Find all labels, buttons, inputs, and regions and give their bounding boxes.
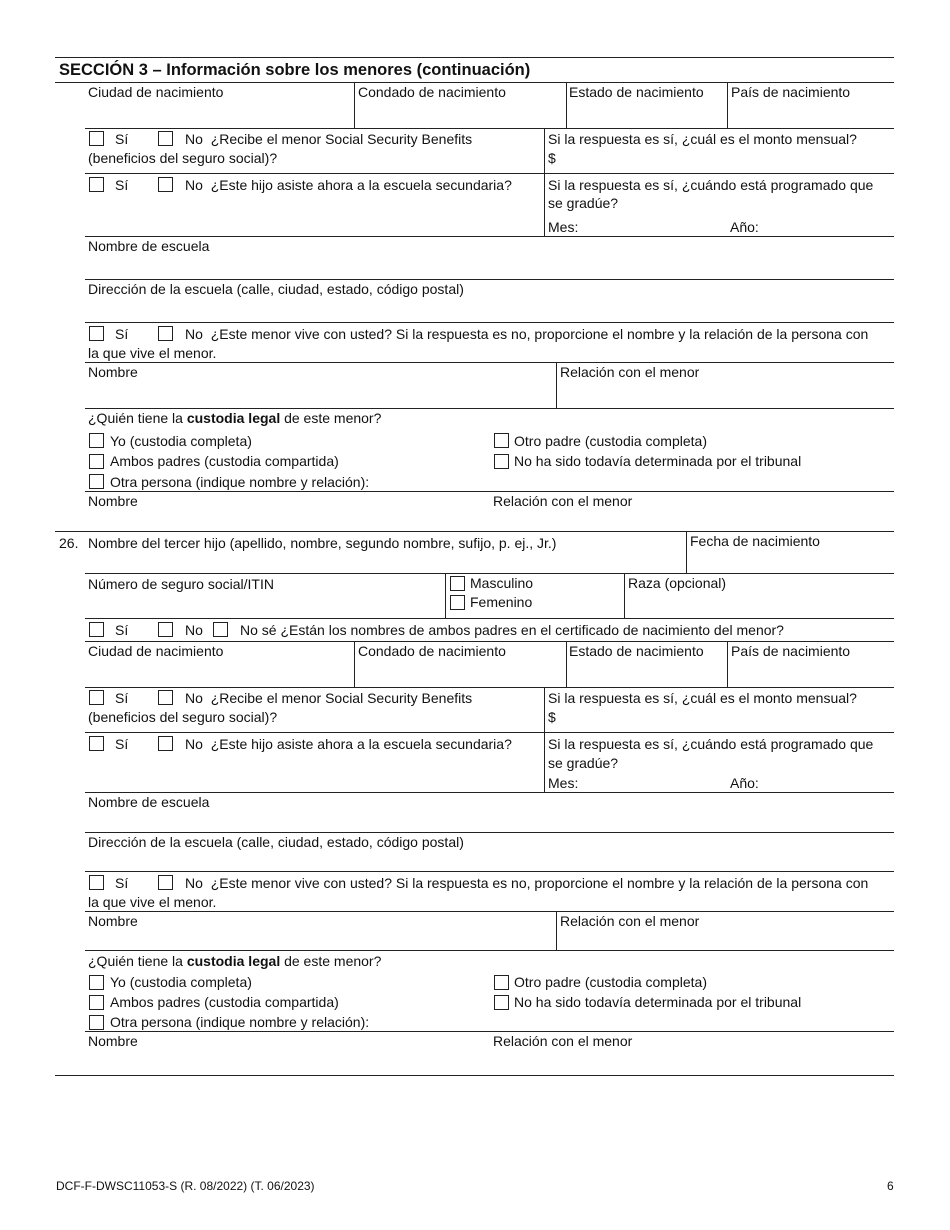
lives-yes-checkbox[interactable] bbox=[89, 326, 104, 341]
ss-no-label: No bbox=[185, 131, 203, 147]
form-id: DCF-F-DWSC11053-S (R. 08/2022) (T. 06/2023) bbox=[56, 1179, 315, 1193]
child26-lives-no-label: No bbox=[185, 875, 203, 891]
child26-ss-dollar-sign: $ bbox=[548, 709, 556, 725]
section-top-rule bbox=[55, 57, 894, 58]
grad-year-label: Año: bbox=[730, 219, 759, 235]
rule bbox=[85, 732, 894, 733]
child26-school-no-label: No bbox=[185, 736, 203, 752]
rule bbox=[566, 82, 567, 128]
child26-grad-question: Si la respuesta es sí, ¿cuándo está programado que bbox=[548, 736, 874, 752]
rule bbox=[727, 82, 728, 128]
child26-dob-label: Fecha de nacimiento bbox=[690, 533, 820, 549]
child26-lives-no-checkbox[interactable] bbox=[158, 875, 173, 890]
child26-custody-relation-label: Relación con el menor bbox=[493, 1033, 633, 1049]
child26-grad-year-label: Año: bbox=[730, 775, 759, 791]
child26-grad-question-cont: se gradúe? bbox=[548, 755, 619, 771]
grad-question-cont: se gradúe? bbox=[548, 195, 619, 211]
child26-top-rule bbox=[55, 531, 894, 532]
child26-ss-question bbox=[185, 690, 472, 707]
birth-state-label: Estado de nacimiento bbox=[569, 84, 704, 100]
child26-grad-month-label: Mes: bbox=[548, 775, 579, 791]
rule bbox=[544, 687, 545, 792]
child26-custody-prefix: ¿Quién tiene la bbox=[88, 953, 187, 969]
lives-no-checkbox[interactable] bbox=[158, 326, 173, 341]
school-no-label: No bbox=[185, 177, 203, 193]
ss-dollar-sign: $ bbox=[548, 150, 556, 166]
rule bbox=[556, 362, 557, 408]
child26-school-no-checkbox[interactable] bbox=[158, 736, 173, 751]
page-number: 6 bbox=[887, 1179, 894, 1193]
custody-other-person-checkbox[interactable] bbox=[89, 474, 104, 489]
rule bbox=[544, 128, 545, 236]
rule bbox=[445, 573, 446, 618]
custody-both-label: Ambos padres (custodia compartida) bbox=[110, 453, 339, 469]
rule bbox=[85, 911, 894, 912]
section-title: SECCIÓN 3 – Información sobre los menores (continuación) bbox=[59, 61, 531, 79]
custody-undetermined-label: No ha sido todavía determinada por el tribunal bbox=[514, 453, 802, 469]
custody-relation-label: Relación con el menor bbox=[493, 493, 633, 509]
rule bbox=[85, 491, 894, 492]
child26-custody-suffix: de este menor? bbox=[280, 953, 382, 969]
rule bbox=[85, 279, 894, 280]
birth-county-label: Condado de nacimiento bbox=[358, 84, 506, 100]
child26-ss-yes-label: Sí bbox=[115, 690, 129, 706]
ss-question-text: ¿Recibe el menor Social Security Benefits bbox=[210, 131, 473, 147]
school-name-label: Nombre de escuela bbox=[88, 238, 210, 254]
rule bbox=[556, 911, 557, 950]
lives-question bbox=[185, 326, 868, 343]
child26-lives-question-text: ¿Este menor vive con usted? Si la respuesta es no, proporcione el nombre y la relación de la persona con bbox=[210, 875, 869, 891]
lives-no-label: No bbox=[185, 326, 203, 342]
child26-birth-city-label: Ciudad de nacimiento bbox=[88, 643, 224, 659]
rule bbox=[85, 573, 894, 574]
child26-birth-county-label: Condado de nacimiento bbox=[358, 643, 506, 659]
custody-other-parent-label: Otro padre (custodia completa) bbox=[514, 433, 707, 449]
child26-custody-me-label: Yo (custodia completa) bbox=[110, 974, 252, 990]
child26-custody-me-checkbox[interactable] bbox=[89, 975, 104, 990]
grad-month-label: Mes: bbox=[548, 219, 579, 235]
child26-female-checkbox[interactable] bbox=[450, 595, 465, 610]
ss-no-checkbox[interactable] bbox=[158, 131, 173, 146]
child26-female-label: Femenino bbox=[470, 594, 533, 610]
child26-ss-yes-checkbox[interactable] bbox=[89, 690, 104, 705]
child26-parents-dontknow-label: No sé bbox=[240, 622, 277, 638]
school-no-checkbox[interactable] bbox=[158, 177, 173, 192]
school-yes-checkbox[interactable] bbox=[89, 177, 104, 192]
child26-name-label: Nombre del tercer hijo (apellido, nombre, segundo nombre, sufijo, p. ej., Jr.) bbox=[88, 535, 557, 551]
ss-question-cont: (beneficios del seguro social)? bbox=[88, 150, 278, 166]
rule bbox=[727, 641, 728, 687]
school-address-label: Dirección de la escuela (calle, ciudad, estado, código postal) bbox=[88, 281, 464, 297]
ss-yes-label: Sí bbox=[115, 131, 129, 147]
school-question-text: ¿Este hijo asiste ahora a la escuela secundaria? bbox=[210, 177, 512, 193]
child26-custody-other-person-checkbox[interactable] bbox=[89, 1015, 104, 1030]
child26-race-label: Raza (opcional) bbox=[628, 575, 727, 591]
rule bbox=[85, 687, 894, 688]
birth-city-label: Ciudad de nacimiento bbox=[88, 84, 224, 100]
child26-parents-no-label: No bbox=[185, 622, 203, 638]
child26-school-question-text: ¿Este hijo asiste ahora a la escuela secundaria? bbox=[210, 736, 512, 752]
rule bbox=[354, 82, 355, 128]
child26-ss-no-label: No bbox=[185, 690, 203, 706]
custody-other-person-label: Otra persona (indique nombre y relación): bbox=[110, 474, 370, 490]
lives-question-text: ¿Este menor vive con usted? Si la respuesta es no, proporcione el nombre y la relación de la persona con bbox=[210, 326, 869, 342]
child26-custody-other-parent-label: Otro padre (custodia completa) bbox=[514, 974, 707, 990]
child26-ss-question-text: ¿Recibe el menor Social Security Benefits bbox=[210, 690, 473, 706]
rule bbox=[85, 173, 894, 174]
ss-amount-label: Si la respuesta es sí, ¿cuál es el monto mensual? bbox=[548, 131, 857, 147]
child26-parents-question-text: ¿Están los nombres de ambos padres en el certificado de nacimiento del menor? bbox=[280, 622, 784, 638]
child26-lives-relation-label: Relación con el menor bbox=[560, 913, 700, 929]
rule bbox=[354, 641, 355, 687]
rule bbox=[85, 832, 894, 833]
custody-question bbox=[88, 410, 381, 427]
rule bbox=[686, 531, 687, 573]
custody-other-parent-checkbox[interactable] bbox=[494, 433, 509, 448]
child26-custody-other-person-label: Otra persona (indique nombre y relación): bbox=[110, 1014, 370, 1030]
custody-me-checkbox[interactable] bbox=[89, 433, 104, 448]
child26-ss-no-checkbox[interactable] bbox=[158, 690, 173, 705]
child26-birth-country-label: País de nacimiento bbox=[731, 643, 851, 659]
rule bbox=[85, 641, 894, 642]
rule bbox=[85, 618, 894, 619]
custody-prefix: ¿Quién tiene la bbox=[88, 410, 187, 426]
rule bbox=[85, 236, 894, 237]
rule bbox=[85, 950, 894, 951]
school-yes-label: Sí bbox=[115, 177, 129, 193]
ss-yes-checkbox[interactable] bbox=[89, 131, 104, 146]
rule bbox=[566, 641, 567, 687]
ss-question bbox=[185, 131, 472, 148]
child26-parents-yes-checkbox[interactable] bbox=[89, 622, 104, 637]
child26-ss-amount-label: Si la respuesta es sí, ¿cuál es el monto mensual? bbox=[548, 690, 857, 706]
child26-parents-yes-label: Sí bbox=[115, 622, 129, 638]
child26-lives-question-cont: la que vive el menor. bbox=[88, 894, 217, 910]
child26-birth-state-label: Estado de nacimiento bbox=[569, 643, 704, 659]
child26-lives-name-label: Nombre bbox=[88, 913, 138, 929]
custody-undetermined-checkbox[interactable] bbox=[494, 454, 509, 469]
child26-parents-question bbox=[240, 622, 784, 639]
child26-custody-both-checkbox[interactable] bbox=[89, 995, 104, 1010]
school-question bbox=[185, 177, 512, 194]
lives-name-label: Nombre bbox=[88, 364, 138, 380]
custody-bold: custodia legal bbox=[186, 410, 281, 426]
child26-lives-yes-checkbox[interactable] bbox=[89, 875, 104, 890]
child26-number: 26. bbox=[59, 535, 79, 551]
child26-parents-no-checkbox[interactable] bbox=[158, 622, 173, 637]
child26-custody-both-label: Ambos padres (custodia compartida) bbox=[110, 994, 339, 1010]
child26-lives-yes-label: Sí bbox=[115, 875, 129, 891]
custody-me-label: Yo (custodia completa) bbox=[110, 433, 252, 449]
section-bottom-rule bbox=[55, 1075, 894, 1076]
child26-school-address-label: Dirección de la escuela (calle, ciudad, estado, código postal) bbox=[88, 834, 464, 850]
child26-ss-question-cont: (beneficios del seguro social)? bbox=[88, 709, 278, 725]
child26-male-label: Masculino bbox=[470, 575, 534, 591]
rule bbox=[85, 408, 894, 409]
child26-parents-dontknow-checkbox[interactable] bbox=[213, 622, 228, 637]
child26-custody-undetermined-checkbox[interactable] bbox=[494, 995, 509, 1010]
rule bbox=[85, 128, 894, 129]
custody-suffix: de este menor? bbox=[280, 410, 382, 426]
child26-lives-question bbox=[185, 875, 868, 892]
child26-school-yes-checkbox[interactable] bbox=[89, 736, 104, 751]
child26-custody-other-parent-checkbox[interactable] bbox=[494, 975, 509, 990]
rule bbox=[85, 871, 894, 872]
custody-name-label: Nombre bbox=[88, 493, 138, 509]
rule bbox=[85, 792, 894, 793]
child26-school-question bbox=[185, 736, 512, 753]
lives-relation-label: Relación con el menor bbox=[560, 364, 700, 380]
child26-custody-undetermined-label: No ha sido todavía determinada por el tribunal bbox=[514, 994, 802, 1010]
grad-question: Si la respuesta es sí, ¿cuándo está programado que bbox=[548, 177, 874, 193]
child26-custody-name-label: Nombre bbox=[88, 1033, 138, 1049]
child26-school-yes-label: Sí bbox=[115, 736, 129, 752]
child26-male-checkbox[interactable] bbox=[450, 576, 465, 591]
rule bbox=[85, 322, 894, 323]
rule bbox=[85, 1031, 894, 1032]
birth-country-label: País de nacimiento bbox=[731, 84, 851, 100]
child26-custody-question bbox=[88, 953, 381, 970]
custody-both-checkbox[interactable] bbox=[89, 454, 104, 469]
rule bbox=[85, 362, 894, 363]
rule bbox=[55, 82, 894, 83]
lives-question-cont: la que vive el menor. bbox=[88, 345, 217, 361]
child26-ssn-label: Número de seguro social/ITIN bbox=[88, 576, 274, 592]
child26-school-name-label: Nombre de escuela bbox=[88, 794, 210, 810]
rule bbox=[624, 573, 625, 618]
child26-custody-bold: custodia legal bbox=[186, 953, 281, 969]
lives-yes-label: Sí bbox=[115, 326, 129, 342]
